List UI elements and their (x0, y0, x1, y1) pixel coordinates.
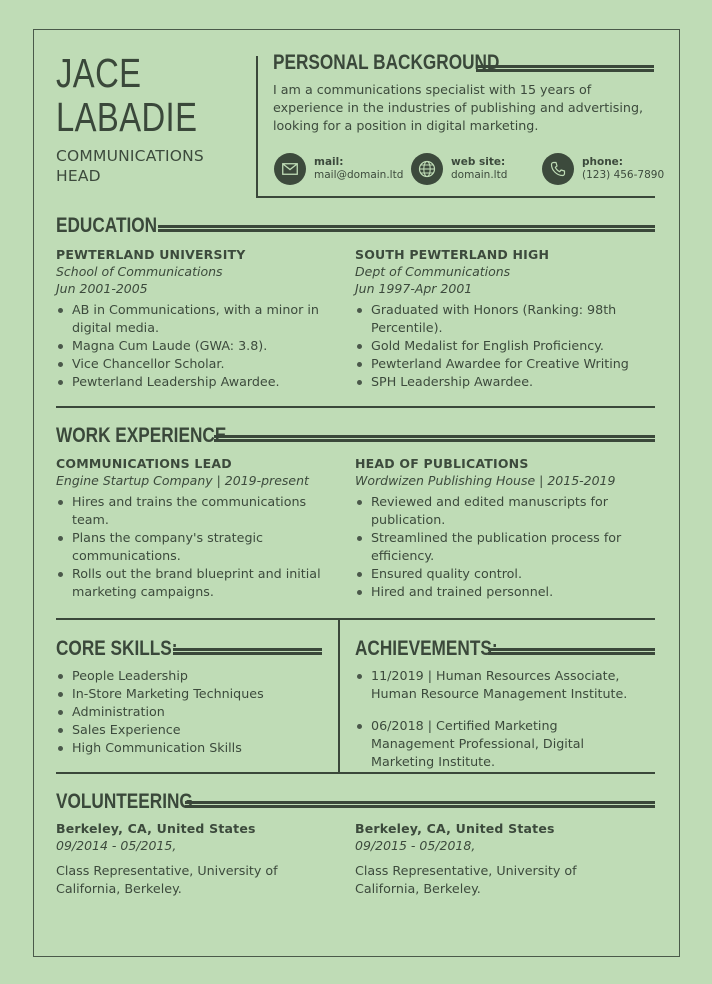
globe-icon (411, 153, 443, 185)
first-name: JACE (56, 50, 142, 96)
volunteering-entry (56, 820, 306, 898)
list-item: 11/2019 | Human Resources Associate, Human Resource Management Institute. (355, 667, 645, 703)
web-value[interactable]: domain.ltd (451, 169, 508, 181)
background-heading: PERSONAL BACKGROUND (273, 51, 500, 74)
envelope-icon (274, 153, 306, 185)
list-item: People Leadership (56, 667, 326, 685)
list-item: 06/2018 | Certified Marketing Management Professional, Digital Marketing Institute. (355, 717, 645, 771)
list-item: Ensured quality control. (355, 565, 637, 583)
list-item: Vice Chancellor Scholar. (56, 355, 336, 373)
list-item: Plans the company's strategic communications. (56, 529, 328, 565)
volunteering-heading-rule (185, 801, 655, 808)
list-item: SPH Leadership Awardee. (355, 373, 645, 391)
education-entry (355, 246, 645, 391)
skills-heading-rule (173, 648, 322, 655)
list-item: Graduated with Honors (Ranking: 98th Percentile). (355, 301, 645, 337)
phone-label: phone: (582, 156, 624, 168)
achievements-list (355, 667, 645, 771)
volunteering-heading: VOLUNTEERING (56, 790, 193, 813)
last-name: LABADIE (56, 94, 198, 140)
list-item: Reviewed and edited manuscripts for publication. (355, 493, 637, 529)
web-label: web site: (451, 156, 506, 168)
education-bullets (56, 301, 336, 391)
header-rule (256, 196, 655, 198)
education-dates: Jun 2001-2005 (56, 281, 148, 296)
work-bullets (56, 493, 328, 601)
list-item: Hired and trained personnel. (355, 583, 637, 601)
background-heading-rule (476, 65, 654, 72)
list-item: Administration (56, 703, 326, 721)
education-dept: Dept of Communications (355, 264, 511, 279)
skills-divider (338, 618, 340, 773)
section-divider (56, 406, 655, 408)
work-bullets (355, 493, 637, 601)
list-item: High Communication Skills (56, 739, 326, 757)
education-dept: School of Communications (56, 264, 223, 279)
volunteering-location: Berkeley, CA, United States (355, 821, 555, 836)
list-item: Rolls out the brand blueprint and initial marketing campaigns. (56, 565, 328, 601)
education-bullets (355, 301, 645, 391)
work-heading: WORK EXPERIENCE (56, 424, 227, 447)
volunteering-location: Berkeley, CA, United States (56, 821, 256, 836)
volunteering-role: Class Representative, University of California, Berkeley. (355, 863, 577, 896)
skills-list (56, 667, 326, 757)
volunteering-dates: 09/2014 - 05/2015, (56, 838, 177, 853)
work-entry (355, 455, 637, 601)
mail-label: mail: (314, 156, 344, 168)
list-item: AB in Communications, with a minor in digital media. (56, 301, 336, 337)
list-item: Pewterland Leadership Awardee. (56, 373, 336, 391)
work-company: Wordwizen Publishing House | 2015-2019 (355, 473, 616, 488)
skills-heading: CORE SKILLS: (56, 637, 178, 660)
list-item: Pewterland Awardee for Creative Writing (355, 355, 645, 373)
work-company: Engine Startup Company | 2019-present (56, 473, 309, 488)
work-entry (56, 455, 328, 601)
section-divider (56, 772, 655, 774)
list-item: Magna Cum Laude (GWA: 3.8). (56, 337, 336, 355)
list-item: Hires and trains the communications team. (56, 493, 328, 529)
list-item: Sales Experience (56, 721, 326, 739)
mail-value[interactable]: mail@domain.ltd (314, 169, 404, 181)
volunteering-role: Class Representative, University of California, Berkeley. (56, 863, 278, 896)
background-text: I am a communications specialist with 15 years of experience in the industries of publishing and advertising, looking for a position in digital marketing. (273, 82, 644, 133)
work-role: COMMUNICATIONS LEAD (56, 456, 232, 471)
education-school: PEWTERLAND UNIVERSITY (56, 247, 246, 262)
phone-icon (542, 153, 574, 185)
job-title-line2: HEAD (56, 167, 101, 185)
education-heading-rule (158, 225, 655, 232)
list-item: In-Store Marketing Techniques (56, 685, 326, 703)
volunteering-entry (355, 820, 605, 898)
education-school: SOUTH PEWTERLAND HIGH (355, 247, 550, 262)
work-role: HEAD OF PUBLICATIONS (355, 456, 529, 471)
header-divider (256, 56, 258, 197)
education-entry (56, 246, 336, 391)
job-title-line1: COMMUNICATIONS (56, 147, 204, 165)
section-divider (56, 618, 655, 620)
education-heading: EDUCATION (56, 214, 158, 237)
achievements-heading-rule (488, 648, 655, 655)
list-item: Streamlined the publication process for efficiency. (355, 529, 637, 565)
phone-value[interactable]: (123) 456-7890 (582, 169, 665, 181)
volunteering-dates: 09/2015 - 05/2018, (355, 838, 476, 853)
achievements-heading: ACHIEVEMENTS: (355, 637, 498, 660)
education-dates: Jun 1997-Apr 2001 (355, 281, 473, 296)
work-heading-rule (214, 435, 655, 442)
list-item: Gold Medalist for English Proficiency. (355, 337, 645, 355)
